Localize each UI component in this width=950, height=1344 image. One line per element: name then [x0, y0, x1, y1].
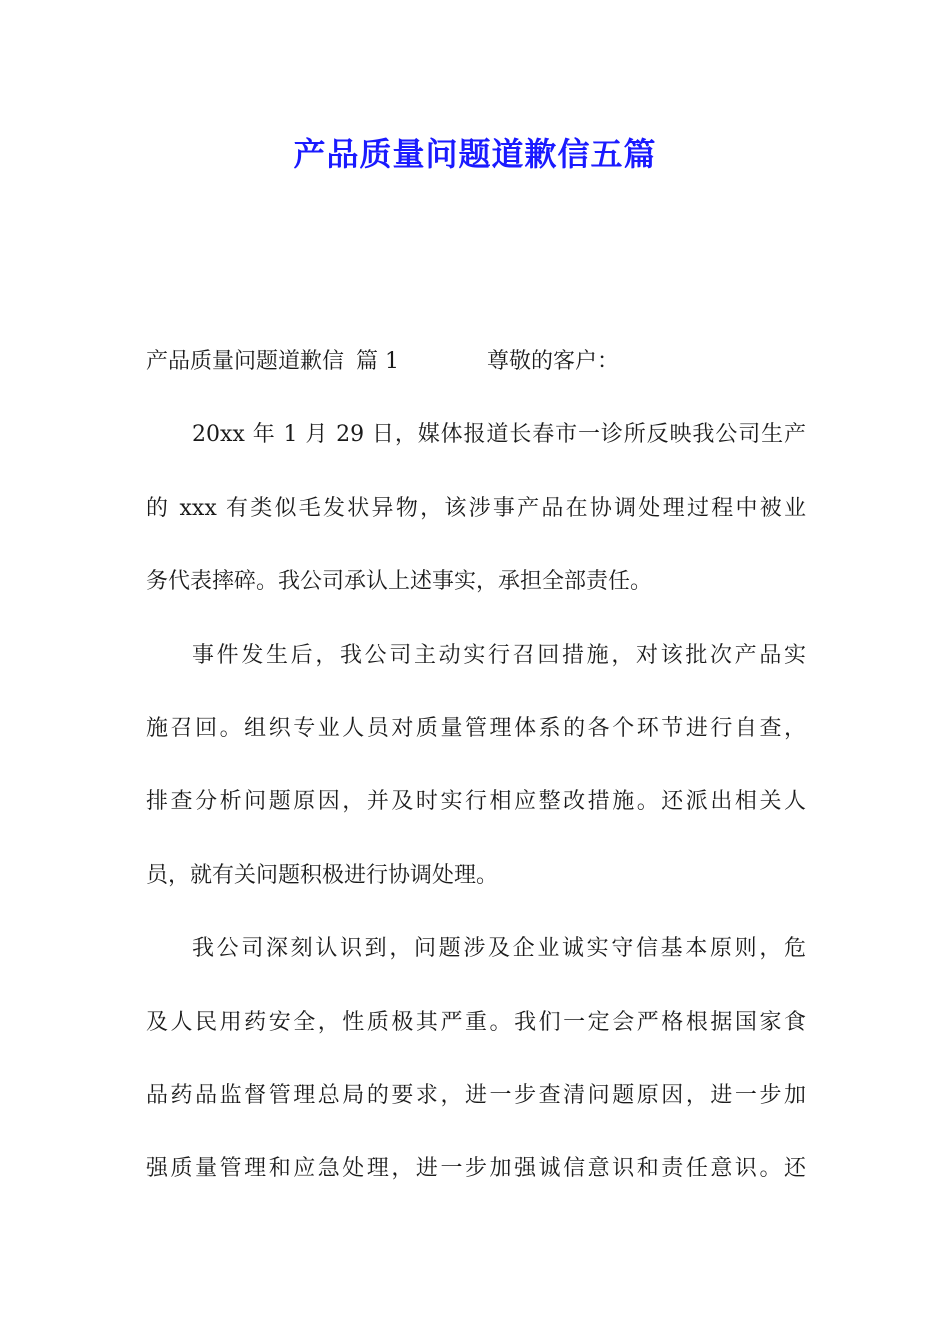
- paragraph-line: 务代表摔碎。我公司承认上述事实，承担全部责任。: [146, 569, 653, 595]
- paragraph-line: 我公司深刻认识到，问题涉及企业诚实守信基本原则，危: [192, 936, 806, 962]
- paragraph-line: 品药品监督管理总局的要求，进一步查清问题原因，进一步加: [146, 1082, 806, 1108]
- document-body: [146, 338, 806, 1219]
- salutation: 尊敬的客户：: [487, 349, 620, 374]
- paragraph-line: 事件发生后，我公司主动实行召回措施，对该批次产品实: [192, 642, 806, 668]
- paragraph-line: 排查分析问题原因，并及时实行相应整改措施。还派出相关人: [146, 789, 806, 815]
- paragraph-line: 员，就有关问题积极进行协调处理。: [146, 862, 499, 888]
- document-title: 产品质量问题道歉信五篇: [293, 135, 657, 173]
- paragraph-line: 强质量管理和应急处理，进一步加强诚信意识和责任意识。还: [146, 1156, 806, 1182]
- article-title: 产品质量问题道歉信: [146, 349, 345, 374]
- paragraph-line: 施召回。组织专业人员对质量管理体系的各个环节进行自查，: [146, 715, 806, 741]
- article-number: 篇 1: [356, 349, 400, 374]
- paragraph-line: 的 xxx 有类似毛发状异物，该涉事产品在协调处理过程中被业: [146, 495, 806, 521]
- heading-line: [146, 338, 806, 411]
- paragraph-line: 20xx 年 1 月 29 日，媒体报道长春市一诊所反映我公司生产: [192, 422, 806, 448]
- paragraph-line: 及人民用药安全，性质极其严重。我们一定会严格根据国家食: [146, 1009, 806, 1035]
